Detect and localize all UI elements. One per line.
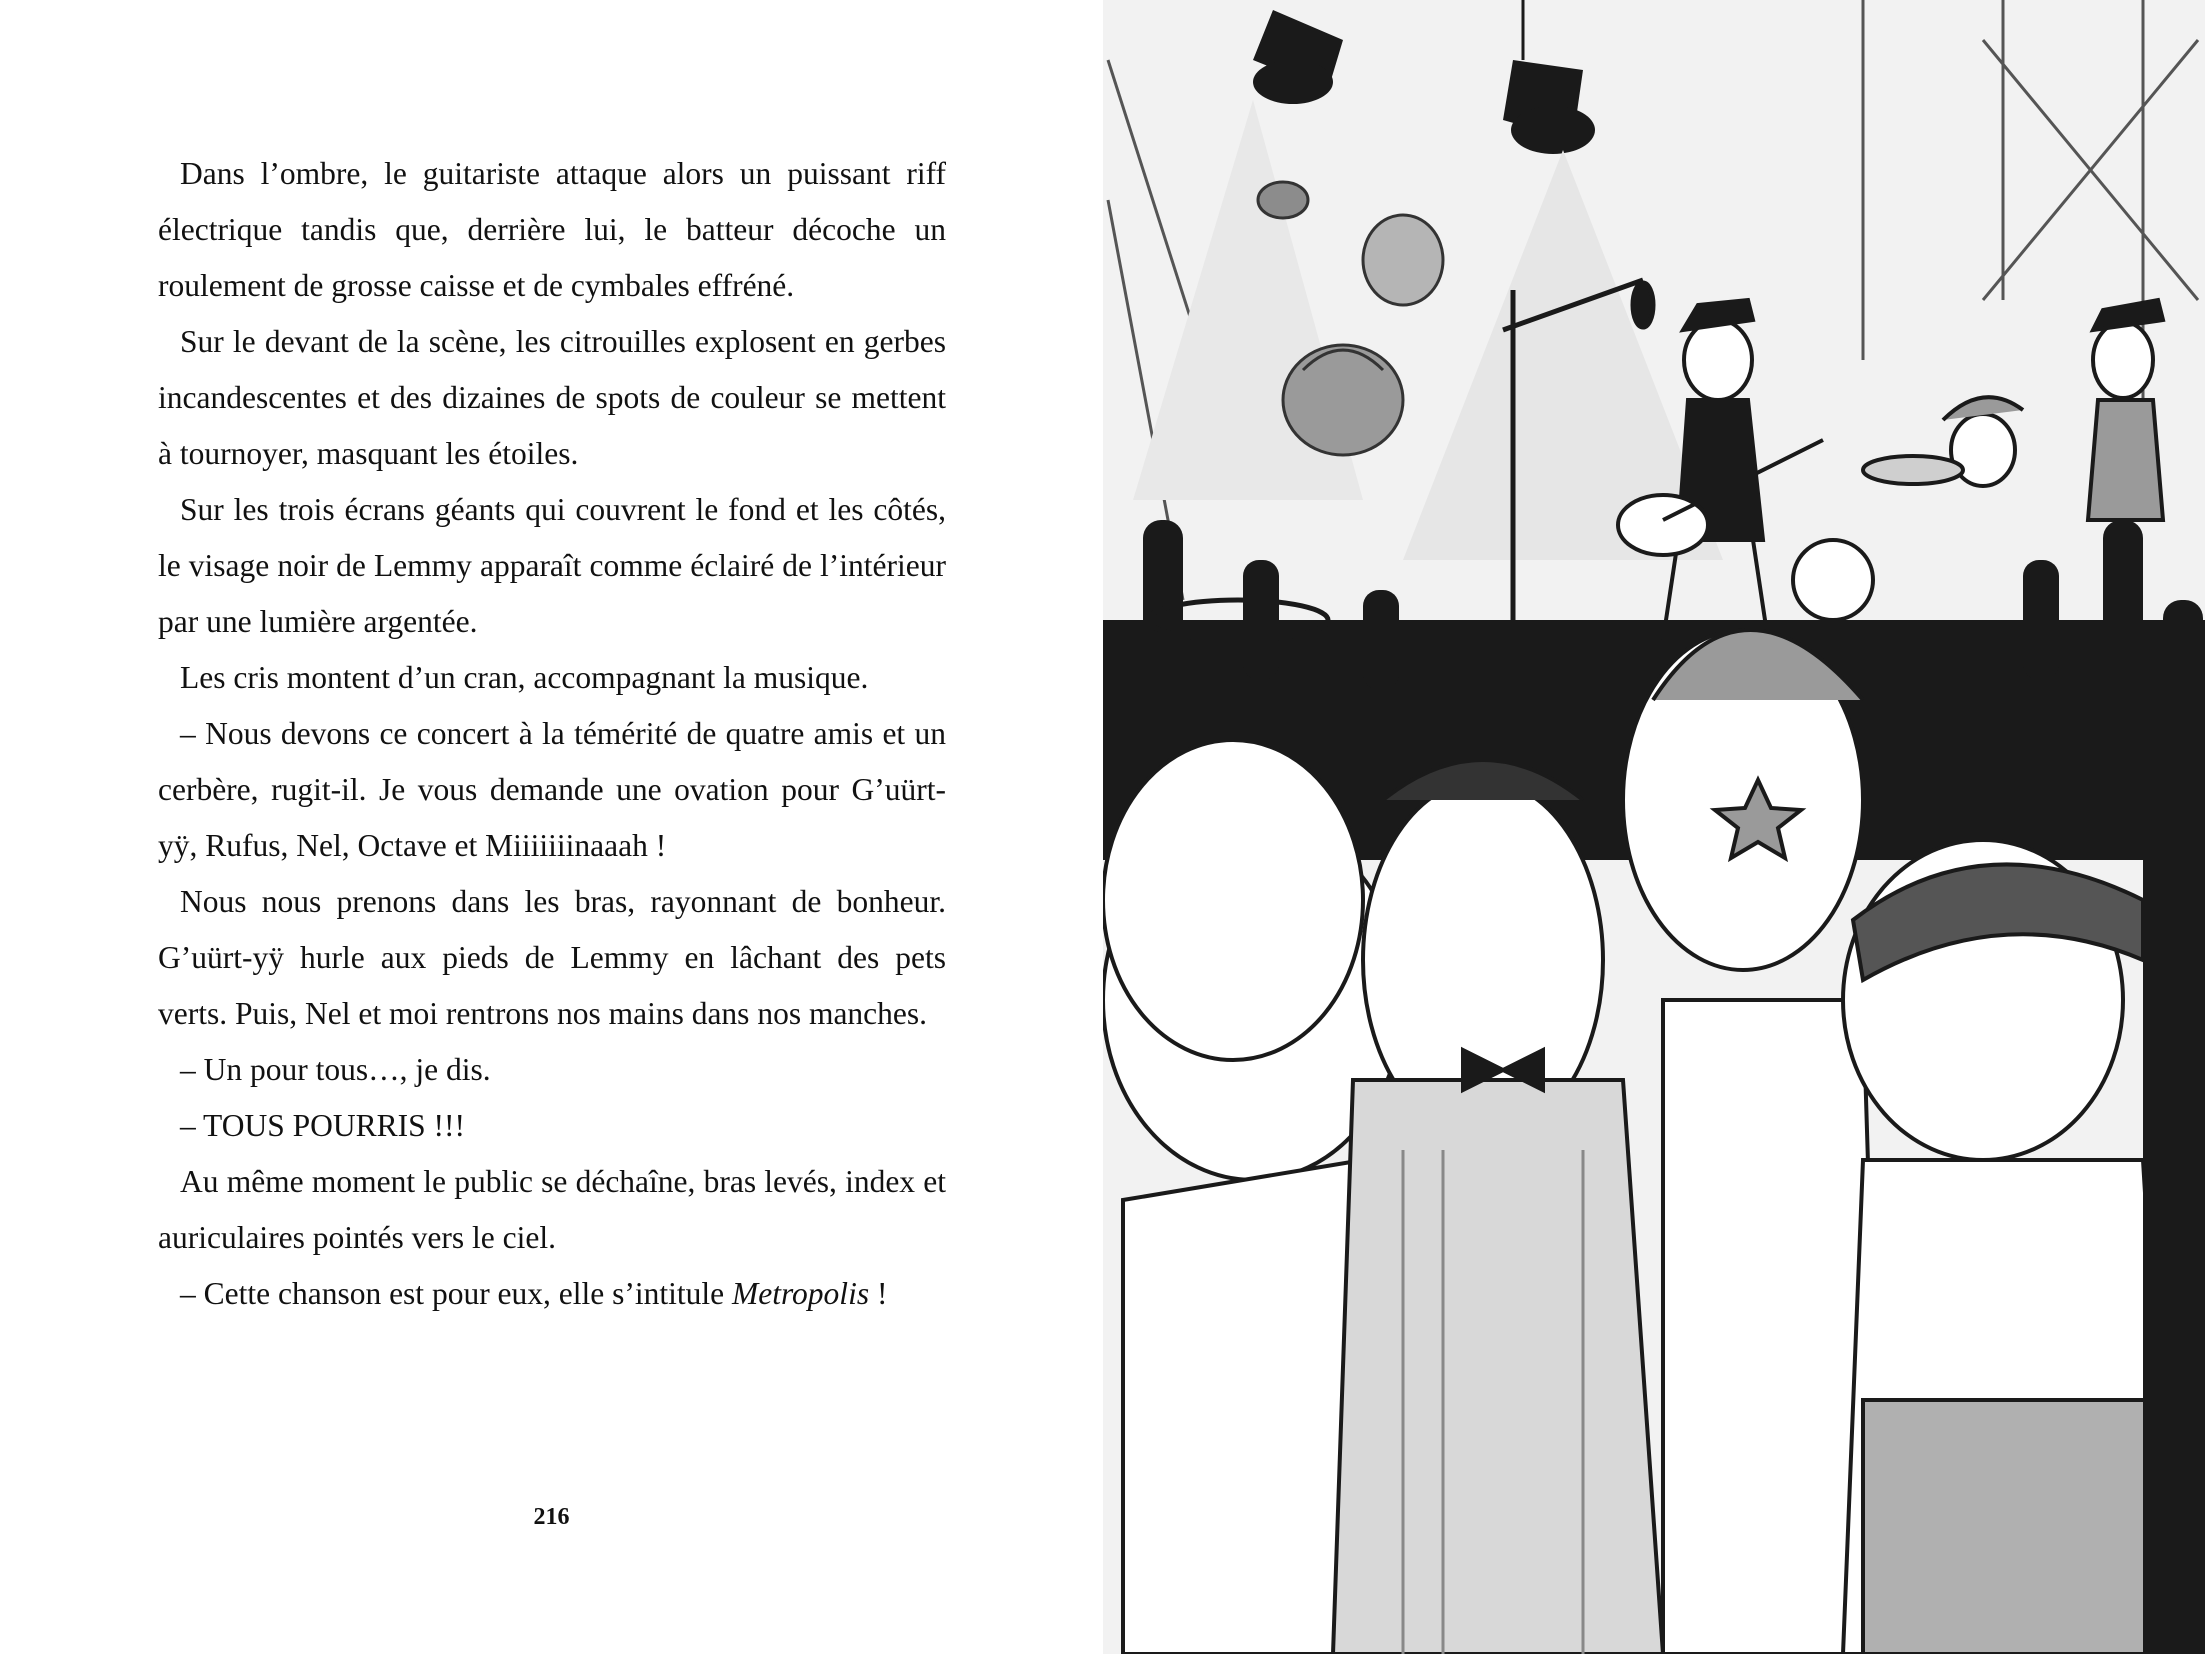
paragraph-5: – Nous devons ce concert à la témérité de quatre amis et un cerbère, rugit-il. Je vous demande une ovation pour G’uürt-yÿ, Rufus, Nel, Octave et Miiiiiiinaaah !	[158, 716, 946, 863]
page-number: 216	[533, 1504, 570, 1530]
paragraph-10	[158, 1266, 946, 1322]
song-title: Metropolis	[732, 1276, 870, 1311]
paragraph-9: Au même moment le public se déchaîne, bras levés, index et auriculaires pointés vers le ciel.	[158, 1164, 946, 1255]
paragraph-3: Sur les trois écrans géants qui couvrent le fond et les côtés, le visage noir de Lemmy apparaît comme éclairé de l’intérieur par une lumière argentée.	[158, 492, 946, 639]
paragraph-6: Nous nous prenons dans les bras, rayonnant de bonheur. G’uürt-yÿ hurle aux pieds de Lemmy en lâchant des pets verts. Puis, Nel et moi rentrons nos mains dans nos manches.	[158, 884, 946, 1031]
paragraph-1: Dans l’ombre, le guitariste attaque alors un puissant riff électrique tandis que, derrière lui, le batteur décoche un roulement de grosse caisse et de cymbales effréné.	[158, 156, 946, 303]
paragraph-8: – TOUS POURRIS !!!	[180, 1108, 466, 1143]
paragraph-4: Les cris montent d’un cran, accompagnant la musique.	[180, 660, 869, 695]
paragraph-10-end: !	[869, 1276, 888, 1311]
text-block	[158, 146, 946, 1322]
paragraph-7: – Un pour tous…, je dis.	[180, 1052, 491, 1087]
concert-illustration	[1103, 0, 2205, 1654]
paragraph-2: Sur le devant de la scène, les citrouilles explosent en gerbes incandescentes et des dizaines de spots de couleur se mettent à tournoyer, masquant les étoiles.	[158, 324, 946, 471]
paragraph-10-text: – Cette chanson est pour eux, elle s’intitule	[180, 1276, 732, 1311]
